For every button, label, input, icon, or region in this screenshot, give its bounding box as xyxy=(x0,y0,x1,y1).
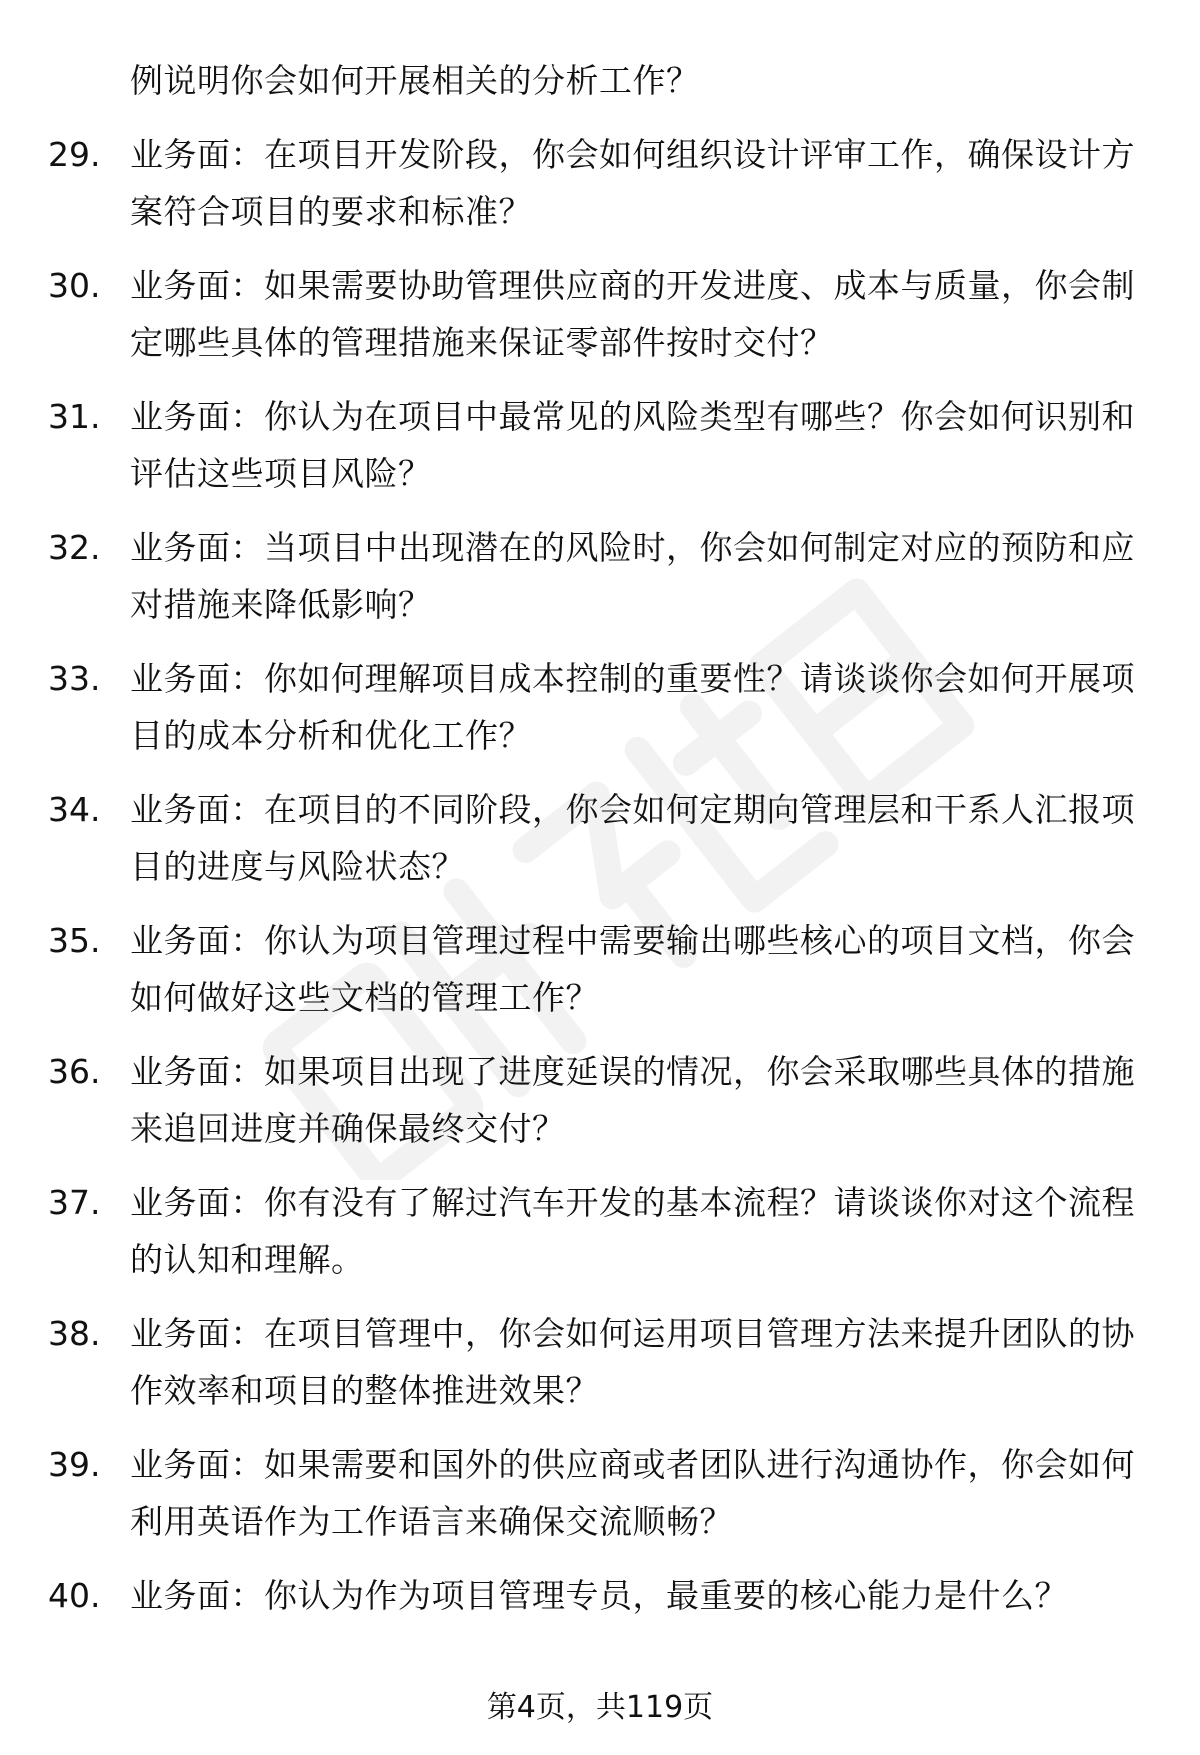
question-item xyxy=(48,126,1138,240)
question-text: 业务面：如果需要和国外的供应商或者团队进行沟通协作，你会如何利用英语作为工作语言来确保交流顺畅？ xyxy=(130,1445,1135,1541)
question-item xyxy=(48,650,1138,764)
question-text: 业务面：你认为作为项目管理专员，最重要的核心能力是什么？ xyxy=(130,1576,1068,1615)
question-text: 业务面：你认为项目管理过程中需要输出哪些核心的项目文档，你会如何做好这些文档的管理工作？ xyxy=(130,921,1135,1017)
question-text: 业务面：你认为在项目中最常见的风险类型有哪些？你会如何识别和评估这些项目风险？ xyxy=(130,397,1135,493)
question-number: 38. xyxy=(48,1314,101,1353)
question-number: 36. xyxy=(48,1052,101,1091)
question-list xyxy=(48,126,1138,1624)
question-number: 31. xyxy=(48,397,101,436)
question-number: 33. xyxy=(48,659,101,698)
question-item xyxy=(48,1043,1138,1157)
question-text: 业务面：当项目中出现潜在的风险时，你会如何制定对应的预防和应对措施来降低影响？ xyxy=(130,528,1135,624)
question-number: 34. xyxy=(48,790,101,829)
question-content xyxy=(48,52,1138,1624)
question-number: 35. xyxy=(48,921,101,960)
question-item xyxy=(48,519,1138,633)
continuation-line: 例说明你会如何开展相关的分析工作？ xyxy=(130,61,700,100)
question-item xyxy=(48,1436,1138,1550)
question-item xyxy=(48,912,1138,1026)
question-number: 39. xyxy=(48,1445,101,1484)
question-text: 业务面：如果项目出现了进度延误的情况，你会采取哪些具体的措施来追回进度并确保最终交付？ xyxy=(130,1052,1135,1148)
question-item xyxy=(48,388,1138,502)
question-text: 业务面：你如何理解项目成本控制的重要性？请谈谈你会如何开展项目的成本分析和优化工作？ xyxy=(130,659,1135,755)
question-text: 业务面：在项目的不同阶段，你会如何定期向管理层和干系人汇报项目的进度与风险状态？ xyxy=(130,790,1135,886)
question-number: 29. xyxy=(48,135,101,174)
question-item xyxy=(48,1567,1138,1624)
page-footer: 第4页，共119页 xyxy=(486,1690,714,1725)
question-text: 业务面：在项目开发阶段，你会如何组织设计评审工作，确保设计方案符合项目的要求和标准？ xyxy=(130,135,1135,231)
question-number: 30. xyxy=(48,266,101,305)
question-number: 37. xyxy=(48,1183,101,1222)
question-text: 业务面：在项目管理中，你会如何运用项目管理方法来提升团队的协作效率和项目的整体推进效果？ xyxy=(130,1314,1135,1410)
question-item xyxy=(48,1174,1138,1288)
question-item xyxy=(48,1305,1138,1419)
question-number: 32. xyxy=(48,528,101,567)
question-number: 40. xyxy=(48,1576,101,1615)
question-item xyxy=(48,257,1138,371)
question-text: 业务面：如果需要协助管理供应商的开发进度、成本与质量，你会制定哪些具体的管理措施来保证零部件按时交付？ xyxy=(130,266,1135,362)
question-item xyxy=(48,781,1138,895)
question-text: 业务面：你有没有了解过汽车开发的基本流程？请谈谈你对这个流程的认知和理解。 xyxy=(130,1183,1135,1279)
